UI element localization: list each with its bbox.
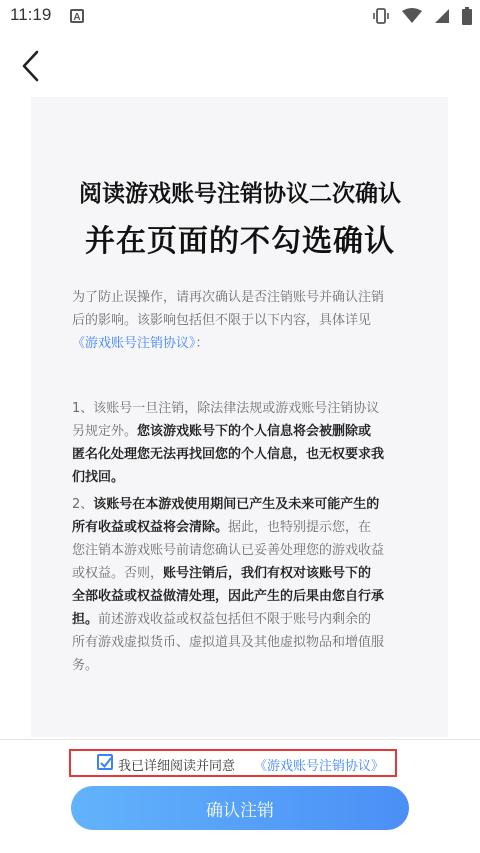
notification-a-icon: A — [70, 9, 84, 23]
clause-line: 1、该账号一旦注销，除法律法规或游戏账号注销协议 — [72, 401, 380, 416]
clause-text: 另规定外。 — [72, 424, 138, 439]
clause-line — [72, 443, 414, 466]
clause-line — [72, 516, 414, 539]
clause-1 — [72, 397, 414, 489]
clause-bold-text: 匿名化处理您无法再找回您的个人信息，也无权要求我 — [72, 447, 385, 462]
clause-bold-text: 该账号在本游戏使用期间已产生及未来可能产生的 — [93, 497, 380, 512]
clause-text: 前述游戏收益或权益包括但不限于账号内剩余的 — [98, 612, 372, 627]
battery-icon — [462, 7, 472, 25]
checkmark-icon — [99, 756, 113, 770]
vibrate-icon — [372, 7, 390, 25]
wifi-icon — [402, 8, 422, 24]
clause-text: 据此，也特别提示您，在 — [228, 520, 372, 535]
clause-2 — [72, 493, 414, 677]
clause-text: 或权益。否则， — [72, 566, 164, 581]
intro-line: 为了防止误操作，请再次确认是否注销账号并确认注销 — [72, 290, 385, 305]
clause-bold-text: 您该游戏账号下的个人信息将会被删除或 — [137, 424, 372, 439]
clause-bold-text: 账号注销后，我们有权对该账号下的 — [163, 566, 372, 581]
page-title: 阅读游戏账号注销协议二次确认 — [79, 181, 401, 207]
back-button[interactable] — [15, 46, 49, 86]
footer-divider — [0, 739, 480, 740]
clause-line — [72, 585, 414, 608]
clause-bold-text: 所有收益或权益将会清除。 — [72, 520, 229, 535]
page-subtitle: 并在页面的不勾选确认 — [85, 224, 395, 259]
clause-line — [72, 493, 414, 516]
clause-line — [72, 466, 414, 489]
intro-paragraph — [72, 286, 414, 355]
clause-bold-text: 全部收益或权益做清处理，因此产生的后果由您自行承 — [72, 589, 385, 604]
agree-text: 我已详细阅读并同意 — [118, 759, 236, 774]
clause-line: 务。 — [72, 658, 99, 673]
agree-agreement-link[interactable]: 《游戏账号注销协议》 — [254, 759, 385, 774]
agree-checkbox[interactable] — [97, 754, 113, 770]
signal-icon — [434, 8, 450, 24]
clause-bold-text: 担。 — [72, 612, 99, 627]
intro-link-line — [72, 332, 414, 355]
confirm-cancel-account-button[interactable]: 确认注销 — [71, 786, 409, 830]
status-time: 11:19 — [10, 5, 52, 24]
status-icons — [372, 6, 472, 26]
clause-line — [72, 562, 414, 585]
clause-line — [72, 420, 414, 443]
clause-bold-text: 们找回。 — [72, 470, 125, 485]
chevron-left-icon — [15, 46, 49, 86]
intro-link-suffix: ： — [195, 336, 209, 351]
clause-line: 所有游戏虚拟货币、虚拟道具及其他虚拟物品和增值服 — [72, 635, 385, 650]
clause-line: 您注销本游戏账号前请您确认已妥善处理您的游戏收益 — [72, 543, 385, 558]
agree-row — [69, 749, 397, 777]
clause-text: 2、 — [72, 497, 94, 512]
status-bar — [0, 0, 480, 32]
clause-line — [72, 608, 414, 631]
intro-line: 后的影响。该影响包括但不限于以下内容，具体详见 — [72, 313, 372, 328]
agreement-link[interactable]: 《游戏账号注销协议》 — [72, 336, 196, 351]
